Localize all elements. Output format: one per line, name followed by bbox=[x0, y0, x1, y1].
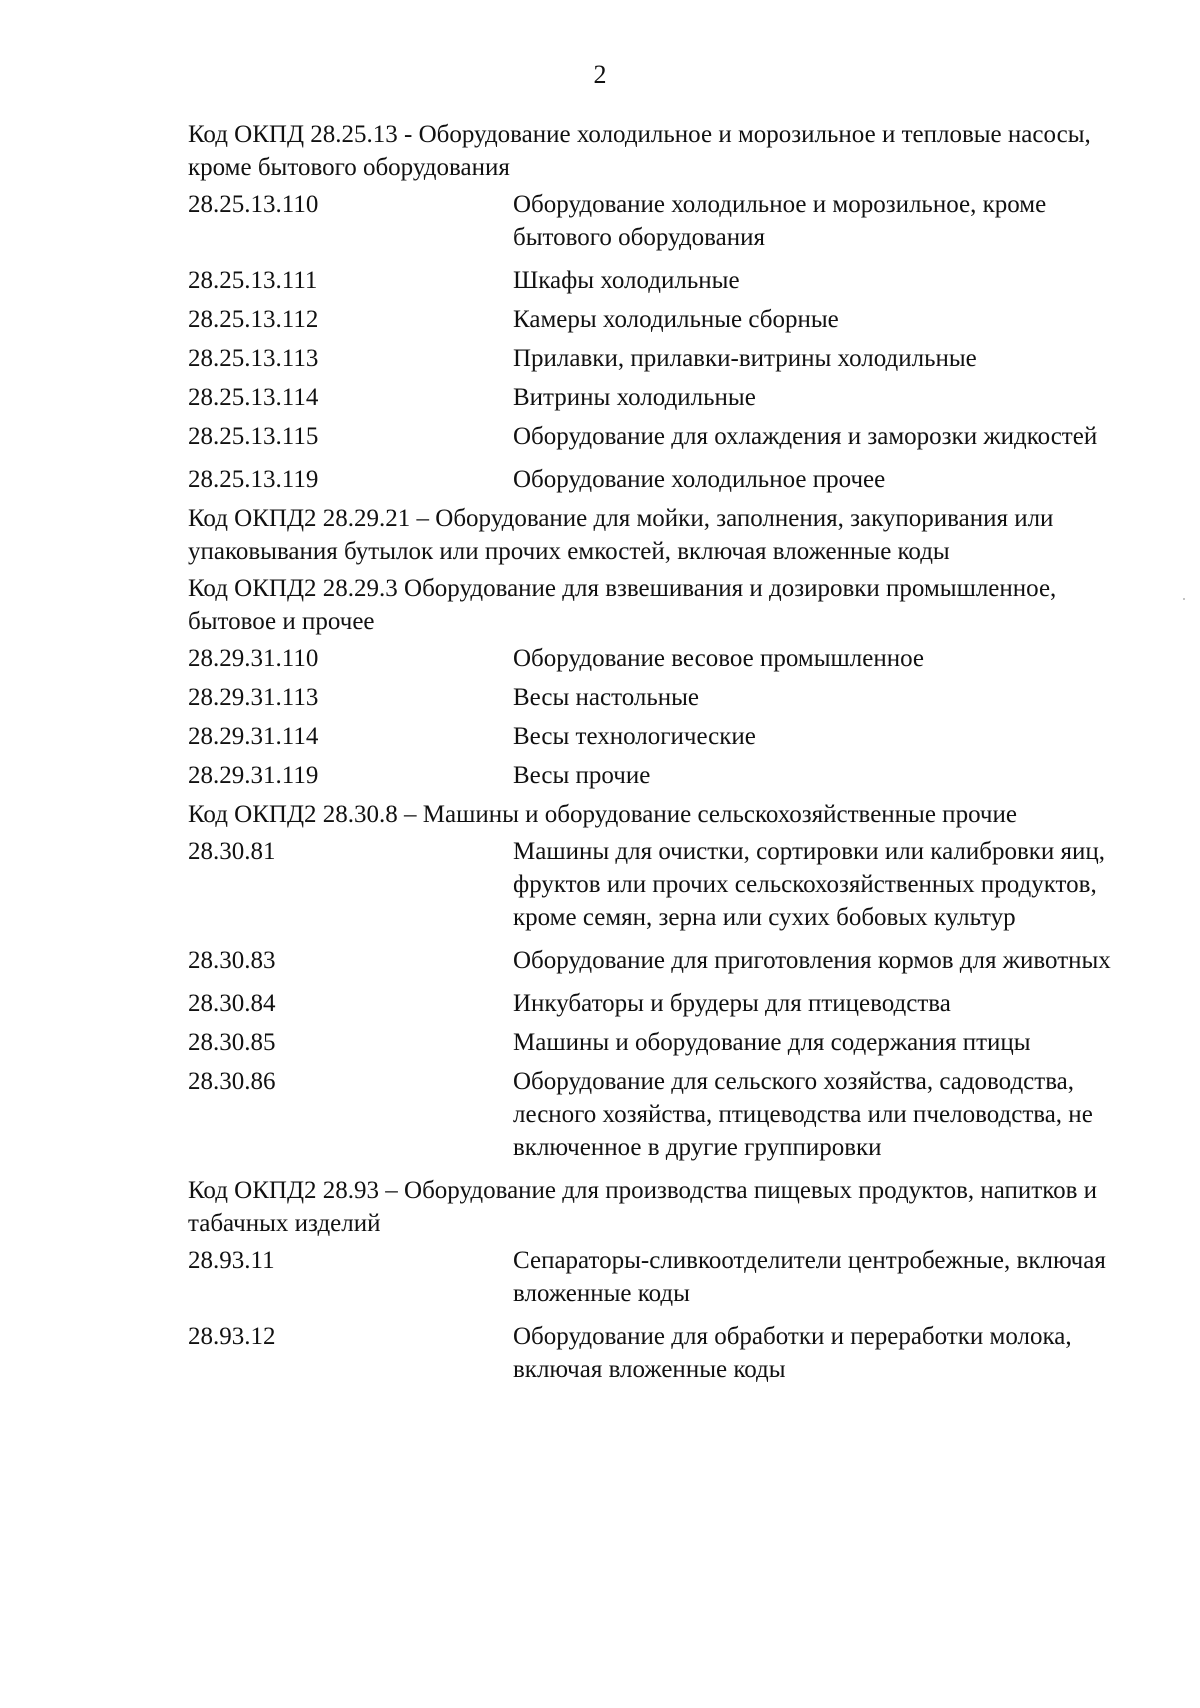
okpd-code: 28.29.31.113 bbox=[188, 684, 319, 711]
okpd-description: Прилавки, прилавки-витрины холодильные bbox=[513, 345, 977, 372]
okpd-code: 28.30.81 bbox=[188, 838, 276, 865]
code-row bbox=[188, 987, 1118, 1020]
okpd-code: 28.25.13.113 bbox=[188, 345, 319, 372]
okpd-description: Оборудование для приготовления кормов для животных bbox=[513, 947, 1111, 974]
okpd-code: 28.30.85 bbox=[188, 1029, 276, 1056]
okpd-description: Оборудование холодильное и морозильное, кроме бытового оборудования bbox=[513, 191, 1047, 251]
document-body bbox=[188, 118, 1118, 1396]
okpd-code: 28.30.83 bbox=[188, 947, 276, 974]
okpd-group bbox=[188, 1174, 1118, 1386]
code-row bbox=[188, 420, 1118, 453]
okpd-description: Оборудование для охлаждения и заморозки жидкостей bbox=[513, 423, 1098, 450]
group-header: Код ОКПД2 28.30.8 – Машины и оборудование сельскохозяйственные прочие bbox=[188, 801, 1017, 828]
okpd-code: 28.25.13.115 bbox=[188, 423, 319, 450]
okpd-group bbox=[188, 502, 1118, 568]
okpd-code: 28.30.86 bbox=[188, 1068, 276, 1095]
code-row bbox=[188, 1244, 1118, 1310]
code-row bbox=[188, 381, 1118, 414]
okpd-group bbox=[188, 798, 1118, 1164]
okpd-description: Весы технологические bbox=[513, 723, 756, 750]
code-row bbox=[188, 1065, 1118, 1164]
code-row bbox=[188, 463, 1118, 496]
okpd-code: 28.29.31.110 bbox=[188, 645, 319, 672]
okpd-code: 28.29.31.119 bbox=[188, 762, 319, 789]
okpd-description: Оборудование холодильное прочее bbox=[513, 466, 886, 493]
okpd-description: Камеры холодильные сборные bbox=[513, 306, 839, 333]
okpd-description: Шкафы холодильные bbox=[513, 267, 740, 294]
code-row bbox=[188, 835, 1118, 934]
okpd-description: Оборудование для обработки и переработки молока, включая вложенные коды bbox=[513, 1323, 1072, 1383]
okpd-code: 28.25.13.114 bbox=[188, 384, 319, 411]
okpd-group bbox=[188, 572, 1118, 792]
code-row bbox=[188, 188, 1118, 254]
code-row bbox=[188, 681, 1118, 714]
code-row bbox=[188, 944, 1118, 977]
okpd-code: 28.93.11 bbox=[188, 1247, 275, 1274]
okpd-code: 28.25.13.110 bbox=[188, 191, 319, 218]
okpd-description: Сепараторы-сливкоотделители центробежные, включая вложенные коды bbox=[513, 1247, 1106, 1307]
code-row bbox=[188, 720, 1118, 753]
okpd-description: Инкубаторы и брудеры для птицеводства bbox=[513, 990, 951, 1017]
page-number: 2 bbox=[593, 60, 607, 89]
code-row bbox=[188, 759, 1118, 792]
okpd-code: 28.29.31.114 bbox=[188, 723, 319, 750]
okpd-description: Витрины холодильные bbox=[513, 384, 756, 411]
code-row bbox=[188, 1026, 1118, 1059]
okpd-group bbox=[188, 118, 1118, 496]
okpd-description: Оборудование для сельского хозяйства, садоводства, лесного хозяйства, птицеводства или пчеловодства, не включенное в другие группировки bbox=[513, 1068, 1093, 1161]
group-header: Код ОКПД2 28.93 – Оборудование для производства пищевых продуктов, напитков и табачных изделий bbox=[188, 1177, 1098, 1237]
group-header: Код ОКПД 28.25.13 - Оборудование холодильное и морозильное и тепловые насосы, кроме бытового оборудования bbox=[188, 121, 1091, 181]
okpd-code: 28.25.13.111 bbox=[188, 267, 318, 294]
okpd-code: 28.93.12 bbox=[188, 1323, 276, 1350]
code-row bbox=[188, 342, 1118, 375]
okpd-description: Оборудование весовое промышленное bbox=[513, 645, 925, 672]
code-row bbox=[188, 264, 1118, 297]
okpd-description: Весы настольные bbox=[513, 684, 700, 711]
okpd-code: 28.25.13.119 bbox=[188, 466, 319, 493]
code-row bbox=[188, 642, 1118, 675]
group-header: Код ОКПД2 28.29.21 – Оборудование для мойки, заполнения, закупоривания или упаковывания бутылок или прочих емкостей, включая вложенные коды bbox=[188, 505, 1054, 565]
okpd-description: Машины для очистки, сортировки или калибровки яиц, фруктов или прочих сельскохозяйственных продуктов, кроме семян, зерна или сухих бобовых культур bbox=[513, 838, 1106, 931]
okpd-code: 28.25.13.112 bbox=[188, 306, 319, 333]
group-header: Код ОКПД2 28.29.3 Оборудование для взвешивания и дозировки промышленное, бытовое и прочее bbox=[188, 575, 1057, 635]
okpd-description: Весы прочие bbox=[513, 762, 651, 789]
code-row bbox=[188, 1320, 1118, 1386]
code-row bbox=[188, 303, 1118, 336]
okpd-description: Машины и оборудование для содержания птицы bbox=[513, 1029, 1031, 1056]
okpd-code: 28.30.84 bbox=[188, 990, 276, 1017]
scan-artifact bbox=[1183, 598, 1185, 600]
